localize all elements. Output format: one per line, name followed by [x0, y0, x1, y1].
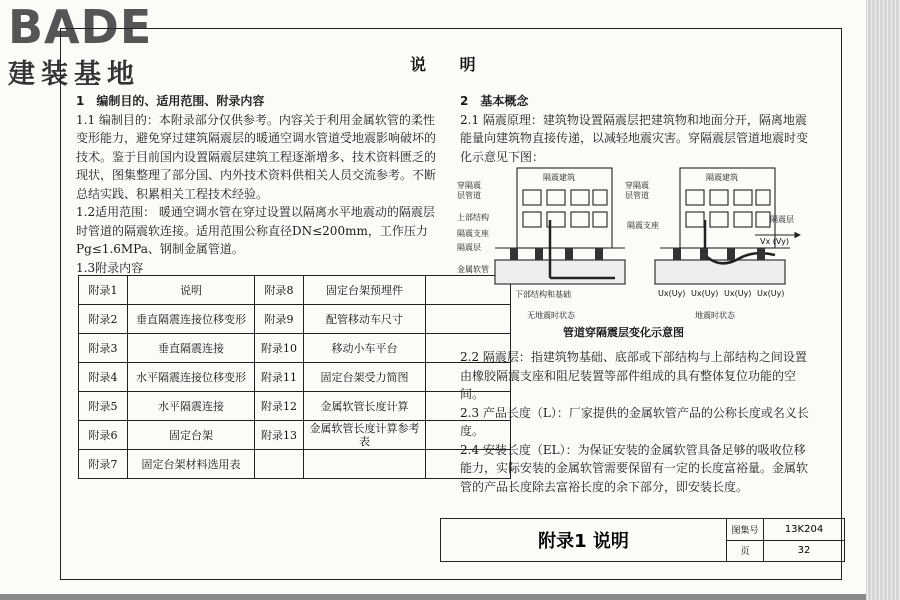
section-2-heading: 2 基本概念 — [460, 94, 529, 108]
label-state-right: 地震时状态 — [695, 311, 735, 320]
appendix-cell: 配管移动车尺寸 — [304, 305, 426, 334]
appendix-cell: 附录3 — [79, 334, 128, 363]
appendix-row — [79, 305, 511, 334]
appendix-cell: 附录5 — [79, 392, 128, 421]
appendix-cell: 附录7 — [79, 450, 128, 479]
appendix-cell: 垂直隔震连接位移变形 — [128, 305, 255, 334]
label-upper-structure: 上部结构 — [457, 213, 489, 222]
appendix-row — [79, 421, 511, 450]
page-number: 32 — [764, 540, 845, 562]
appendix-cell: 说明 — [128, 276, 255, 305]
isolation-diagram — [455, 160, 815, 325]
appendix-cell: 固定台架材料选用表 — [128, 450, 255, 479]
right-column — [460, 92, 810, 166]
appendix-cell: 水平隔震连接位移变形 — [128, 363, 255, 392]
logo-subtitle: 建装基地 — [8, 59, 140, 90]
logo-brand: BADE — [8, 0, 153, 54]
appendix-cell — [304, 450, 426, 479]
appendix-cell — [255, 450, 304, 479]
right-column-lower — [460, 348, 810, 496]
label-bearing-right: 隔震支座 — [627, 221, 659, 230]
appendix-cell: 附录9 — [255, 305, 304, 334]
diagram-caption: 管道穿隔震层变化示意图 — [563, 326, 684, 339]
atlas-number: 13K204 — [764, 519, 845, 541]
label-bearing: 隔震支座 — [457, 229, 489, 238]
label-displacement-2: Ux(Uy) — [691, 289, 719, 298]
appendix-cell: 附录6 — [79, 421, 128, 450]
appendix-cell: 附录12 — [255, 392, 304, 421]
para-2-1: 2.1 隔震原理：建筑物设置隔震层把建筑物和地面分开，隔离地震能量向建筑物直接传递，以减轻地震灾害。穿隔震层管道地震时变化示意见下图： — [460, 112, 809, 164]
label-isolation-layer: 隔震层 — [457, 243, 481, 252]
appendix-cell: 固定台架 — [128, 421, 255, 450]
page-title: 说 明 — [410, 55, 490, 74]
label-pipe-4: 层管道 — [625, 191, 649, 200]
para-1-3: 1.3附录内容 — [76, 260, 144, 275]
appendix-cell: 固定台架受力简图 — [304, 363, 426, 392]
label-building-left: 隔震建筑 — [543, 173, 575, 182]
appendix-cell: 附录10 — [255, 334, 304, 363]
book-page-edge — [866, 0, 900, 600]
para-2-4: 2.4 安装长度（EL）：为保证安装的金属软管具备足够的吸收位移能力，实际安装的金属软管需要保留有一定的长度富裕量。金属软管的产品长度除去富裕长度的余下部分，即安装长度。 — [460, 442, 809, 494]
sheet-name: 附录1 说明 — [441, 519, 727, 562]
para-1-1: 1.1 编制目的：本附录部分仅供参考。内容关于利用金属软管的柔性变形能力，避免穿过建筑隔震层的暖通空调水管道受地震影响破坏的技术。鉴于目前国内设置隔震层建筑工程逐渐增多、技术资料匮乏的现状，图集整理了部分国、内外技术资料供相关人员交流参考。不断总结实践、积累相关工程技术经验。 — [76, 112, 437, 201]
label-pipe-1: 穿隔震 — [457, 181, 481, 190]
appendix-cell: 附录2 — [79, 305, 128, 334]
label-velocity: Vx (Vy) — [760, 237, 789, 246]
label-building-right: 隔震建筑 — [706, 173, 738, 182]
label-displacement-1: Ux(Uy) — [658, 289, 686, 298]
section-1-heading: 1 编制目的、适用范围、附录内容 — [76, 94, 265, 108]
left-column — [76, 92, 436, 277]
label-displacement-3: Ux(Uy) — [724, 289, 752, 298]
label-displacement-4: Ux(Uy) — [757, 289, 785, 298]
appendix-row — [79, 276, 511, 305]
label-hose: 金属软管 — [457, 265, 489, 274]
appendix-cell: 附录11 — [255, 363, 304, 392]
para-2-3: 2.3 产品长度（L）：厂家提供的金属软管产品的公称长度或名义长度。 — [460, 405, 809, 438]
appendix-cell: 固定台架预埋件 — [304, 276, 426, 305]
appendix-row — [79, 334, 511, 363]
label-state-left: 无地震时状态 — [527, 311, 575, 320]
label-pipe-2: 层管道 — [457, 191, 481, 200]
title-block — [440, 518, 845, 562]
appendix-cell: 附录13 — [255, 421, 304, 450]
appendix-cell: 垂直隔震连接 — [128, 334, 255, 363]
appendix-row — [79, 450, 511, 479]
appendix-cell: 金属软管长度计算参考表 — [304, 421, 426, 450]
appendix-cell: 移动小车平台 — [304, 334, 426, 363]
label-isolation-right: 隔震层 — [770, 215, 794, 224]
appendix-table — [78, 275, 511, 479]
label-pipe-3: 穿隔震 — [625, 181, 649, 190]
para-2-2: 2.2 隔震层：指建筑物基础、底部或下部结构与上部结构之间设置由橡胶隔震支座和阻尼装置等部件组成的具有整体复位功能的空间。 — [460, 350, 807, 401]
appendix-cell: 水平隔震连接 — [128, 392, 255, 421]
appendix-cell: 金属软管长度计算 — [304, 392, 426, 421]
appendix-cell: 附录8 — [255, 276, 304, 305]
appendix-row — [79, 363, 511, 392]
appendix-cell: 附录4 — [79, 363, 128, 392]
page-label: 页 — [727, 540, 764, 562]
para-1-2: 1.2适用范围： 暖通空调水管在穿过设置以隔离水平地震动的隔震层时管道的隔震软连接。适用范围公称直径DN≤200mm，工作压力Pg≤1.6MPa、钢制金属管道。 — [76, 205, 435, 256]
atlas-label: 图集号 — [727, 519, 764, 541]
appendix-row — [79, 392, 511, 421]
label-foundation: 下部结构和基础 — [515, 290, 571, 299]
appendix-cell: 附录1 — [79, 276, 128, 305]
